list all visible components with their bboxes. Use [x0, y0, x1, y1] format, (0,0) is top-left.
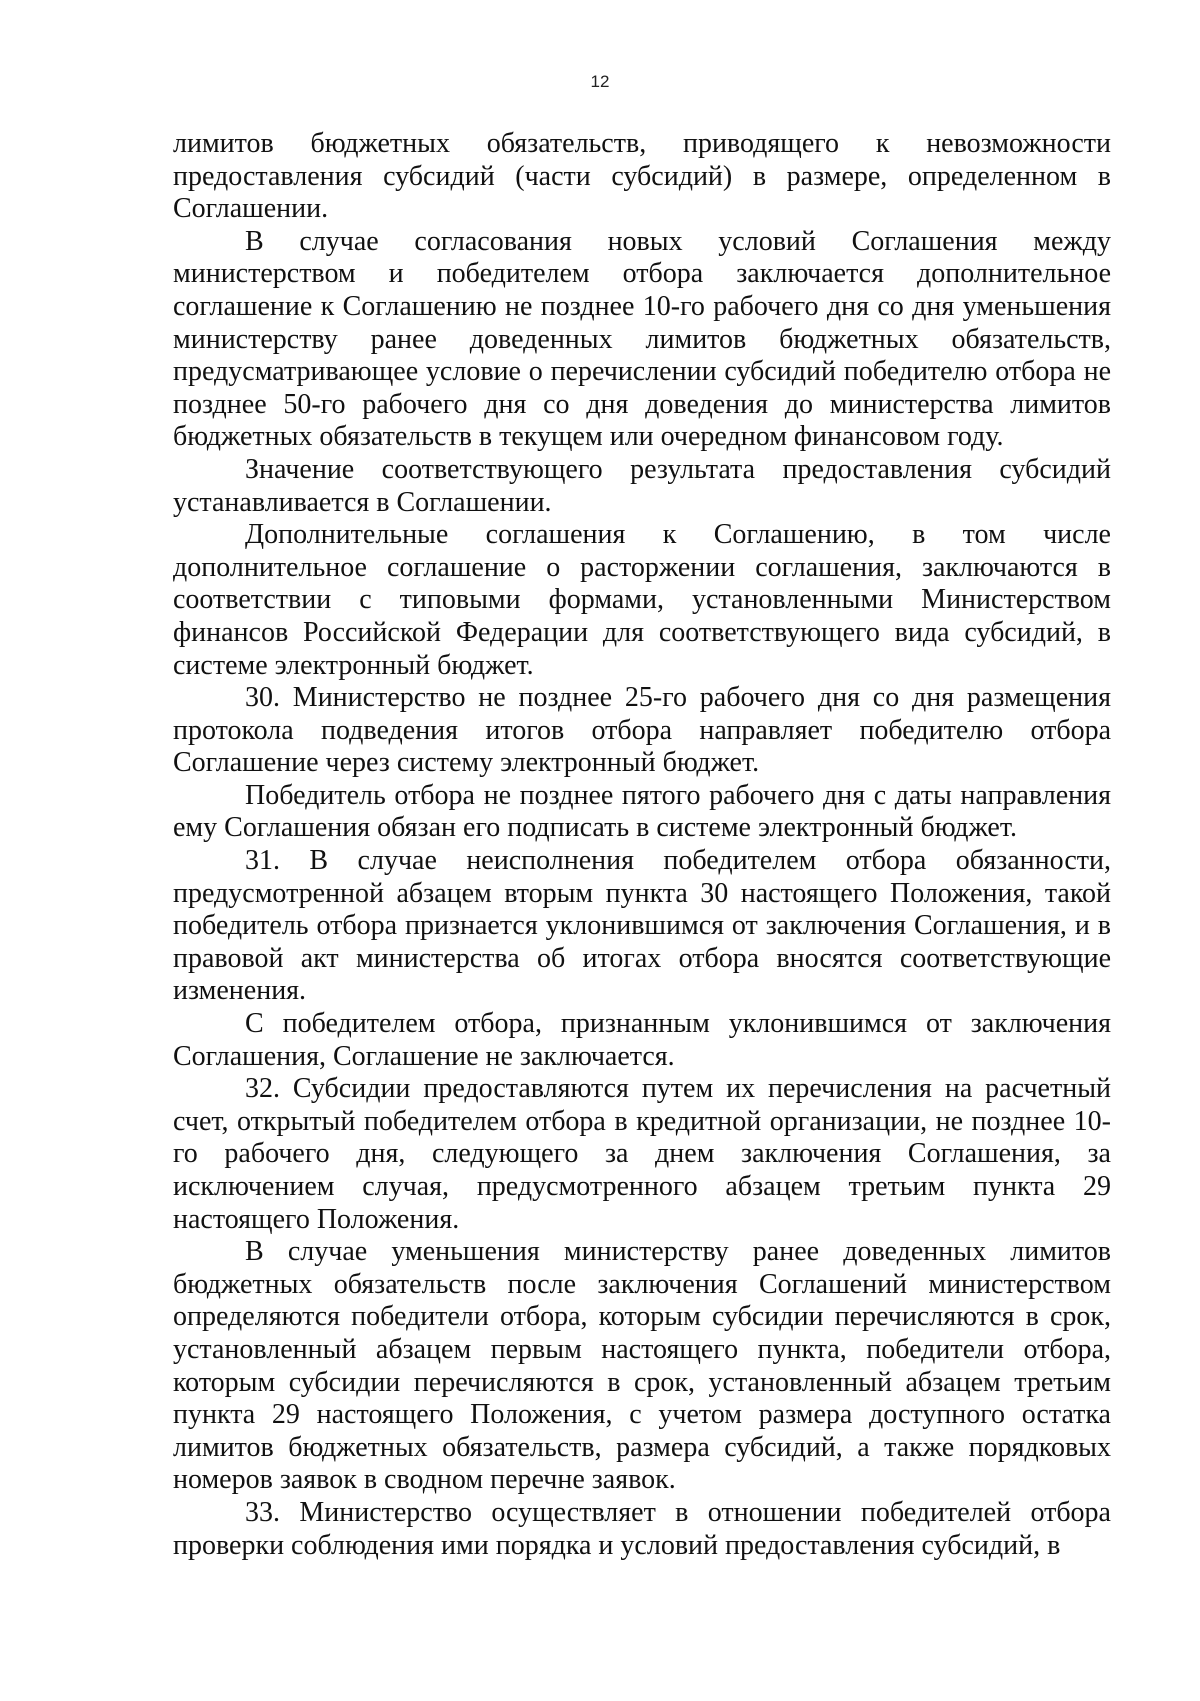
paragraph-item-30: 30. Министерство не позднее 25-го рабочего дня со дня размещения протокола подведения итогов отбора направляет победителю отбора Соглашение через систему электронный бюджет.	[173, 682, 1111, 779]
paragraph-additional-agreements: Дополнительные соглашения к Соглашению, в том числе дополнительное соглашение о расторжении соглашения, заключаются в соответствии с типовыми формами, установленными Министерством финансов Российской Федерации для соответствующего вида субсидий, в системе электронный бюджет.	[173, 519, 1111, 681]
paragraph-winner-signing: Победитель отбора не позднее пятого рабочего дня с даты направления ему Соглашения обязан его подписать в системе электронный бюджет.	[173, 779, 1111, 844]
document-body	[173, 128, 1111, 1562]
paragraph-item-31: 31. В случае неисполнения победителем отбора обязанности, предусмотренной абзацем вторым пункта 30 настоящего Положения, такой победитель отбора признается уклонившимся от заключения Соглашения, и в правовой акт министерства об итогах отбора вносятся соответствующие изменения.	[173, 845, 1111, 1007]
paragraph-limits-reduction: В случае уменьшения министерству ранее доведенных лимитов бюджетных обязательств после заключения Соглашений министерством определяются победители отбора, которым субсидии перечисляются в срок, установленный абзацем первым настоящего пункта, победители отбора, которым субсидии перечисляются в срок, установленный абзацем третьим пункта 29 настоящего Положения, с учетом размера доступного остатка лимитов бюджетных обязательств, размера субсидий, а также порядковых номеров заявок в сводном перечне заявок.	[173, 1236, 1111, 1496]
paragraph-continuation: лимитов бюджетных обязательств, приводящего к невозможности предоставления субсидий (части субсидий) в размере, определенном в Соглашении.	[173, 128, 1111, 225]
paragraph-item-33: 33. Министерство осуществляет в отношении победителей отбора проверки соблюдения ими порядка и условий предоставления субсидий, в	[173, 1496, 1111, 1561]
paragraph-item-32: 32. Субсидии предоставляются путем их перечисления на расчетный счет, открытый победителем отбора в кредитной организации, не позднее 10-го рабочего дня, следующего за днем заключения Соглашения, за исключением случая, предусмотренного абзацем третьим пункта 29 настоящего Положения.	[173, 1073, 1111, 1235]
page-number: 12	[590, 72, 610, 91]
paragraph-result-value: Значение соответствующего результата предоставления субсидий устанавливается в Соглашении.	[173, 453, 1111, 518]
paragraph-no-agreement: С победителем отбора, признанным уклонившимся от заключения Соглашения, Соглашение не заключается.	[173, 1008, 1111, 1072]
paragraph-new-conditions-agreement: В случае согласования новых условий Соглашения между министерством и победителем отбора заключается дополнительное соглашение к Соглашению не позднее 10-го рабочего дня со дня уменьшения министерству ранее доведенных лимитов бюджетных обязательств, предусматривающее условие о перечислении субсидий победителю отбора не позднее 50-го рабочего дня со дня доведения до министерства лимитов бюджетных обязательств в текущем или очередном финансовом году.	[173, 225, 1111, 453]
